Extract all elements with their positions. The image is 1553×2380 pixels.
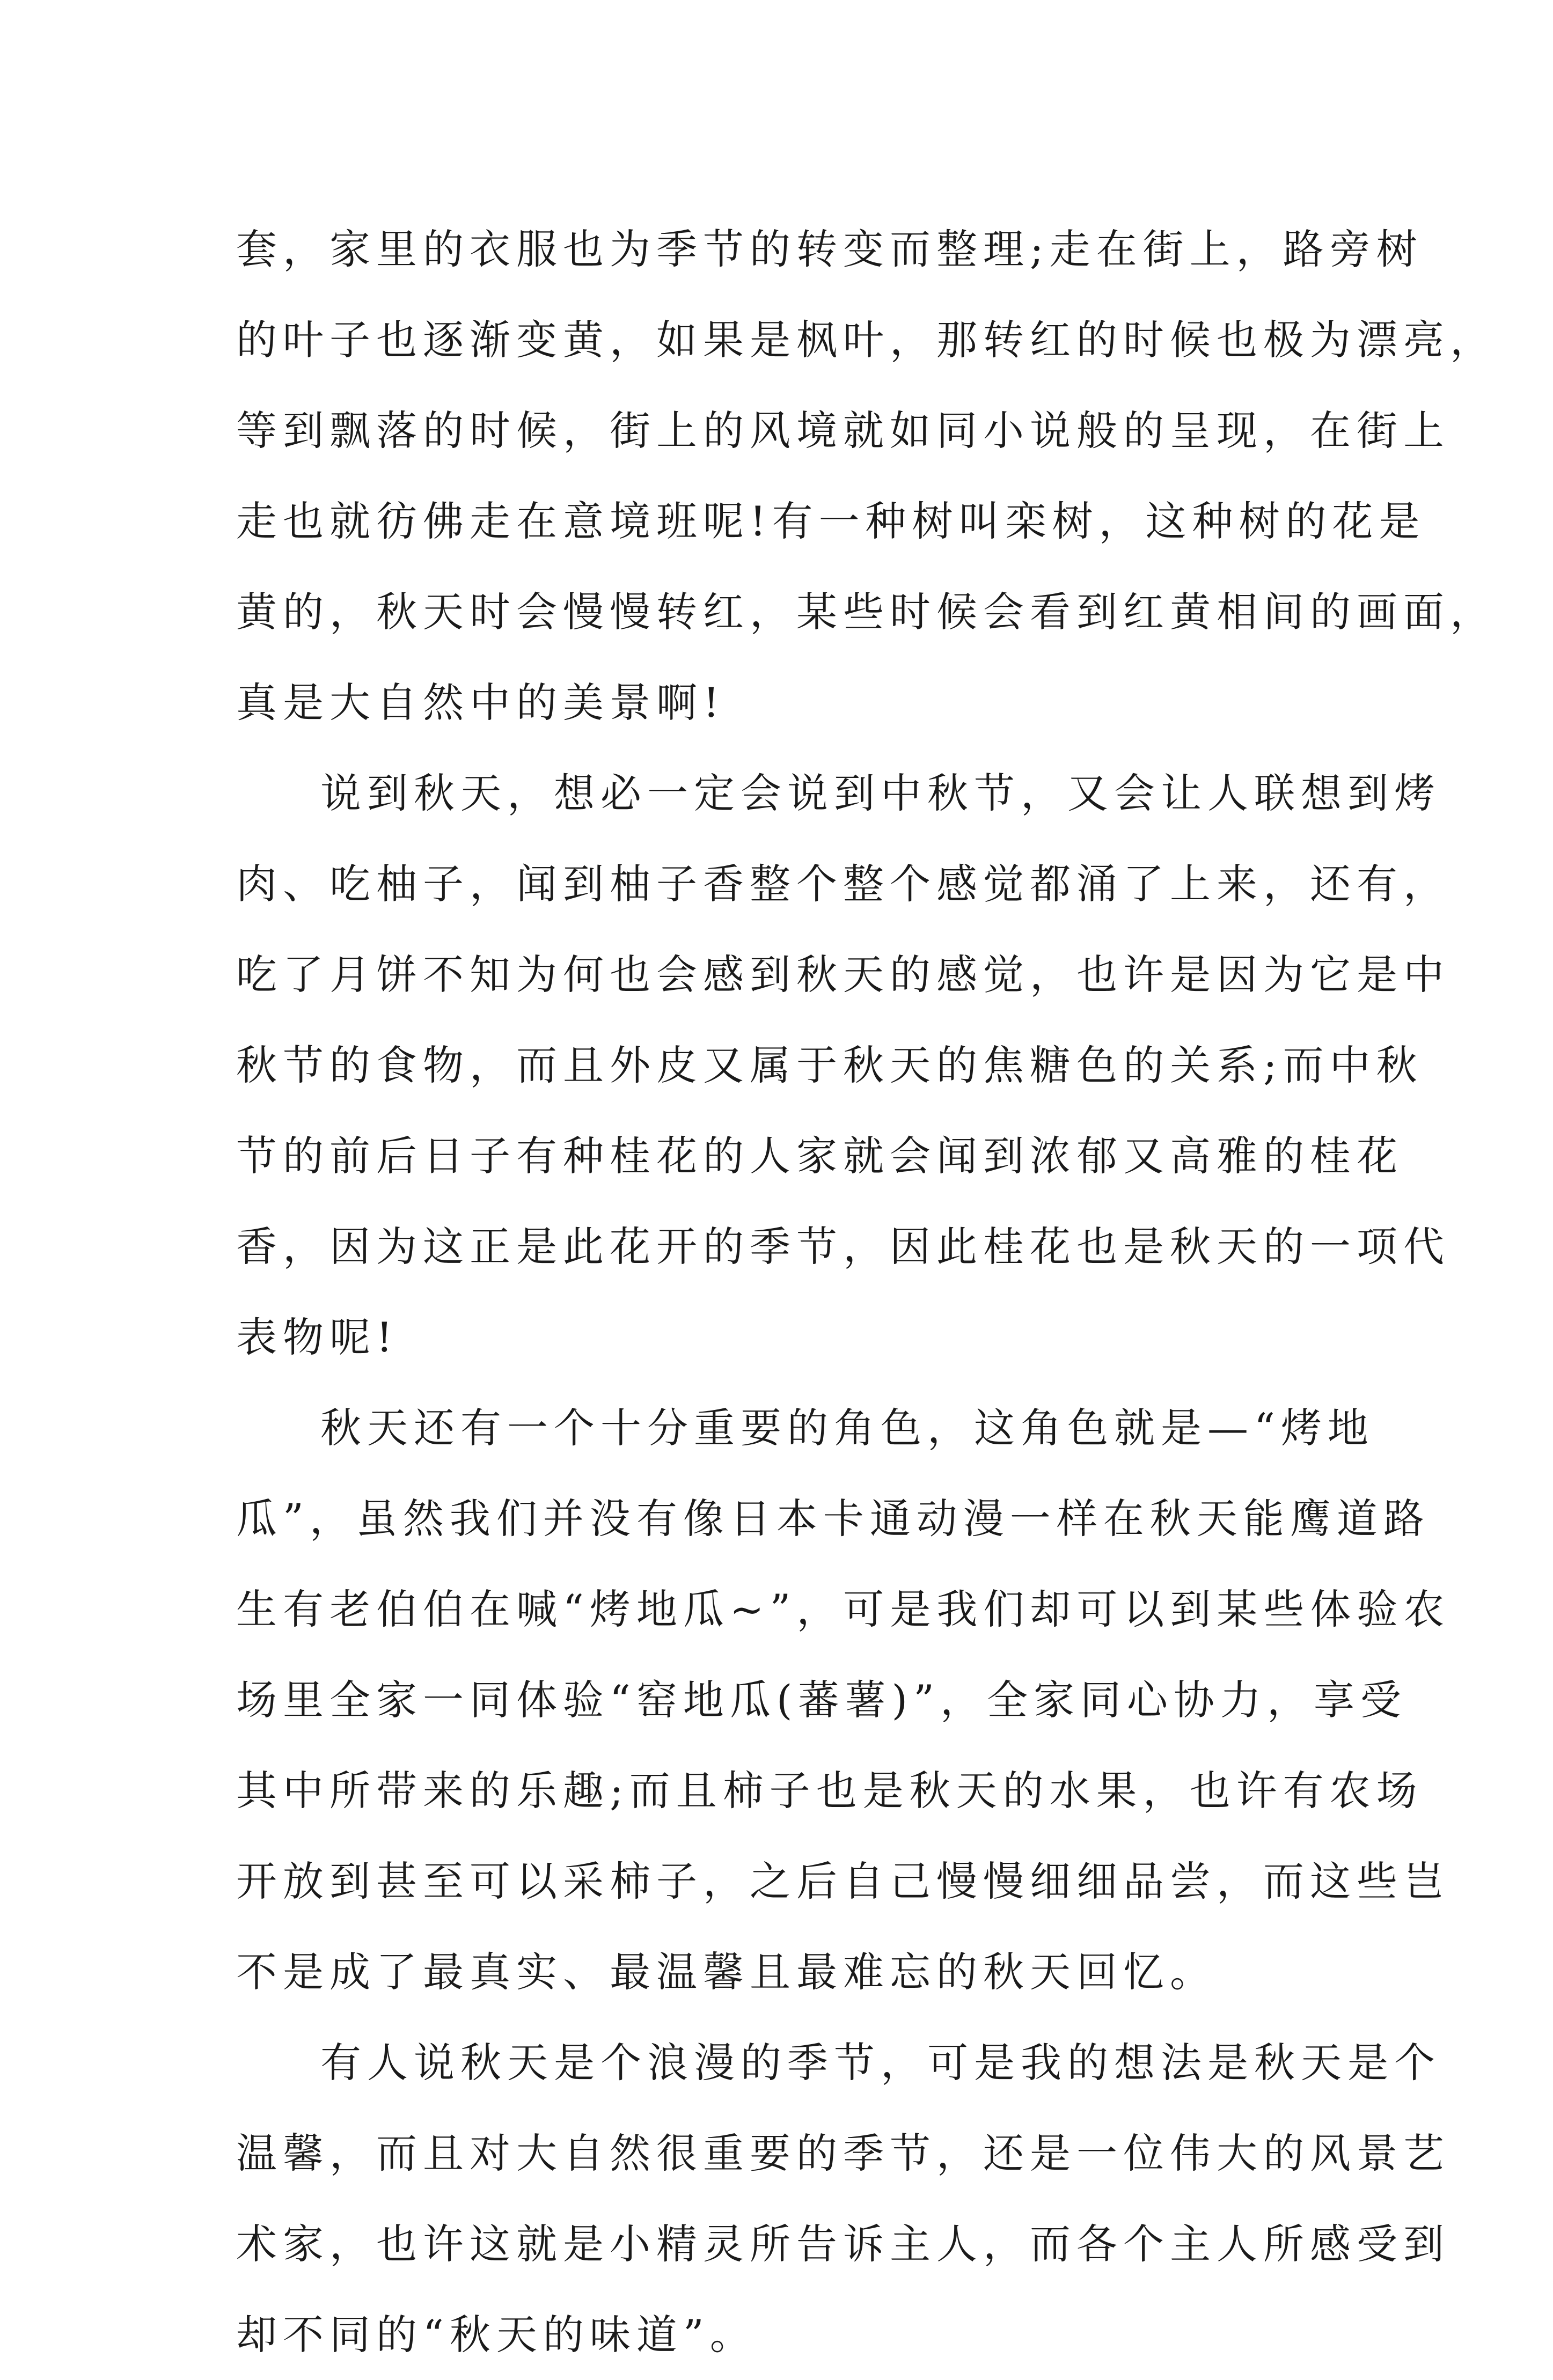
text-line: 节的前后日子有种桂花的人家就会闻到浓郁又高雅的桂花 xyxy=(236,1132,1403,1180)
text-line: 生有老伯伯在喊“烤地瓜~”，可是我们却可以到某些体验农 xyxy=(236,1585,1451,1633)
paragraph-first-line: 有人说秋天是个浪漫的季节，可是我的想法是秋天是个 xyxy=(320,2039,1441,2087)
text-line: 套，家里的衣服也为季节的转变而整理;走在街上，路旁树 xyxy=(236,225,1423,273)
text-line: 温馨，而且对大自然很重要的季节，还是一位伟大的风景艺 xyxy=(236,2129,1450,2177)
paragraph-first-line: 秋天还有一个十分重要的角色，这角色就是—“烤地 xyxy=(320,1404,1374,1452)
essay-body xyxy=(236,204,1497,2380)
text-line: 开放到甚至可以采柿子，之后自己慢慢细细品尝，而这些岂 xyxy=(236,1857,1450,1905)
text-line: 不是成了最真实、最温馨且最难忘的秋天回忆。 xyxy=(236,1948,1217,1996)
text-line: 香，因为这正是此花开的季节，因此桂花也是秋天的一项代 xyxy=(236,1223,1450,1270)
text-line: 表物呢! xyxy=(236,1313,399,1361)
text-line: 其中所带来的乐趣;而且柿子也是秋天的水果，也许有农场 xyxy=(236,1767,1423,1815)
text-line: 吃了月饼不知为何也会感到秋天的感觉，也许是因为它是中 xyxy=(236,951,1450,998)
text-line: 场里全家一同体验“窑地瓜(蕃薯)”，全家同心协力，享受 xyxy=(236,1676,1408,1724)
text-line: 秋节的食物，而且外皮又属于秋天的焦糖色的关系;而中秋 xyxy=(236,1041,1423,1089)
paragraph-first-line: 说到秋天，想必一定会说到中秋节，又会让人联想到烤 xyxy=(320,769,1441,817)
text-line: 的叶子也逐渐变黄，如果是枫叶，那转红的时候也极为漂亮， xyxy=(236,316,1497,364)
text-line: 瓜”，虽然我们并没有像日本卡通动漫一样在秋天能鹰道路 xyxy=(236,1495,1430,1542)
text-line: 术家，也许这就是小精灵所告诉主人，而各个主人所感受到 xyxy=(236,2220,1450,2268)
text-line: 真是大自然中的美景啊! xyxy=(236,679,726,726)
text-line: 肉、吃柚子，闻到柚子香整个整个感觉都涌了上来，还有， xyxy=(236,860,1450,908)
text-line: 黄的，秋天时会慢慢转红，某些时候会看到红黄相间的画面， xyxy=(236,588,1497,636)
text-line: 走也就彷佛走在意境班呢!有一种树叫栾树，这种树的花是 xyxy=(236,497,1426,545)
text-line: 却不同的“秋天的味道”。 xyxy=(236,2311,757,2359)
text-line: 等到飘落的时候，街上的风境就如同小说般的呈现，在街上 xyxy=(236,407,1450,454)
